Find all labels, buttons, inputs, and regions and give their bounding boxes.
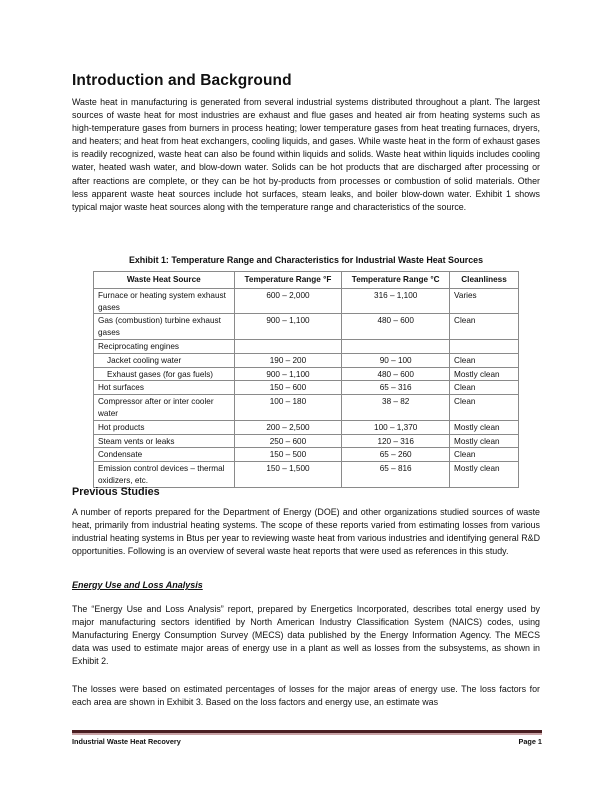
cell-temp-f: 200 – 2,500 <box>234 420 342 434</box>
previous-studies-heading: Previous Studies <box>72 486 160 498</box>
cell-cleanliness: Mostly clean <box>450 367 519 381</box>
energy-use-subheading: Energy Use and Loss Analysis <box>72 580 203 590</box>
cell-temp-c: 65 – 260 <box>342 448 450 462</box>
cell-cleanliness: Clean <box>450 353 519 367</box>
cell-temp-c: 480 – 600 <box>342 367 450 381</box>
previous-studies-paragraph: A number of reports prepared for the Department of Energy (DOE) and other organizations studied sources of waste heat, primarily from industrial heating systems. The scope of these reports varied from estimating losses from various industrial heating systems in Btus per year to reviewing waste heat from various industries and identifying general R&D opportunities. Following is an overview of several waste heat reports that were used as references in this study. <box>72 507 540 557</box>
cell-cleanliness: Mostly clean <box>450 420 519 434</box>
cell-source: Hot products <box>94 420 235 434</box>
table-row <box>94 420 519 434</box>
cell-temp-c: 316 – 1,100 <box>342 288 450 314</box>
cell-source: Jacket cooling water <box>94 353 235 367</box>
cell-temp-f: 600 – 2,000 <box>234 288 342 314</box>
cell-source: Condensate <box>94 448 235 462</box>
cell-temp-f: 150 – 600 <box>234 381 342 395</box>
cell-cleanliness <box>450 339 519 353</box>
cell-cleanliness: Varies <box>450 288 519 314</box>
cell-temp-f <box>234 339 342 353</box>
cell-source: Exhaust gases (for gas fuels) <box>94 367 235 381</box>
intro-paragraph: Waste heat in manufacturing is generated from several industrial systems distributed throughout a plant. The largest sources of waste heat for most industries are exhaust and flue gases and heated air from heating systems such as high-temperature gases from burners in process heating; lower temperature gases from heat treating furnaces, dryers, and heaters; and heat from heat exchangers, cooling liquids, and gases. While waste heat in the form of exhaust gases is readily recognized, waste heat can also be found within liquids and solids. Waste heat within liquids includes cooling water, heated wash water, and blow-down water. Solids can be hot products that are discharged after processing or after reactions are complete, or they can be hot by-products from processes or combustion of solid materials. Other less apparent waste heat sources include hot surfaces, steam leaks, and boiler blow-down water. Exhibit 1 shows typical major waste heat sources along with the temperature range and characteristics of the source. <box>72 97 540 212</box>
cell-temp-c: 120 – 316 <box>342 434 450 448</box>
cell-temp-c: 38 – 82 <box>342 395 450 421</box>
cell-temp-c <box>342 339 450 353</box>
cell-temp-c: 480 – 600 <box>342 314 450 340</box>
cell-source: Hot surfaces <box>94 381 235 395</box>
energy-paragraph-2: The losses were based on estimated percentages of losses for the major areas of energy use. The loss factors for each area are shown in Exhibit 3. Based on the loss factors and energy use, an estimate was <box>72 684 540 708</box>
header-temp-c: Temperature Range °C <box>342 272 450 289</box>
cell-temp-c: 65 – 816 <box>342 462 450 488</box>
energy-paragraph-1: The “Energy Use and Loss Analysis” report, prepared by Energetics Incorporated, describes total energy used by major manufacturing sectors identified by North American Industry Classification System (NAICS) codes, using Manufacturing Energy Consumption Survey (MECS) data published by the Energy Information Agency. The MECS data was used to estimate major areas of energy use in a plant as well as losses from the subsystems, as shown in Exhibit 2. <box>72 604 540 667</box>
header-cleanliness: Cleanliness <box>450 272 519 289</box>
cell-temp-f: 100 – 180 <box>234 395 342 421</box>
cell-temp-f: 150 – 1,500 <box>234 462 342 488</box>
footer-page-number: Page 1 <box>518 737 542 746</box>
cell-cleanliness: Clean <box>450 314 519 340</box>
cell-temp-f: 190 – 200 <box>234 353 342 367</box>
cell-temp-f: 900 – 1,100 <box>234 367 342 381</box>
footer-rule-accent <box>72 733 542 735</box>
table-row <box>94 339 519 353</box>
header-temp-f: Temperature Range °F <box>234 272 342 289</box>
table-row <box>94 288 519 314</box>
section-title: Introduction and Background <box>72 72 292 89</box>
waste-heat-table <box>93 271 519 488</box>
table-row <box>94 314 519 340</box>
cell-temp-c: 65 – 316 <box>342 381 450 395</box>
cell-cleanliness: Mostly clean <box>450 434 519 448</box>
cell-temp-c: 100 – 1,370 <box>342 420 450 434</box>
cell-temp-f: 250 – 600 <box>234 434 342 448</box>
table-row <box>94 381 519 395</box>
cell-temp-c: 90 – 100 <box>342 353 450 367</box>
exhibit-caption: Exhibit 1: Temperature Range and Characteristics for Industrial Waste Heat Sources <box>128 255 484 265</box>
cell-cleanliness: Clean <box>450 448 519 462</box>
cell-source: Reciprocating engines <box>94 339 235 353</box>
cell-cleanliness: Clean <box>450 395 519 421</box>
header-source: Waste Heat Source <box>94 272 235 289</box>
cell-temp-f: 900 – 1,100 <box>234 314 342 340</box>
table-row <box>94 395 519 421</box>
cell-source: Emission control devices – thermal oxidizers, etc. <box>94 462 235 488</box>
cell-source: Gas (combustion) turbine exhaust gases <box>94 314 235 340</box>
cell-source: Compressor after or inter cooler water <box>94 395 235 421</box>
table-row <box>94 434 519 448</box>
table-row <box>94 448 519 462</box>
table-header-row <box>94 272 519 289</box>
cell-source: Furnace or heating system exhaust gases <box>94 288 235 314</box>
cell-temp-f: 150 – 500 <box>234 448 342 462</box>
table-row <box>94 353 519 367</box>
table-row <box>94 367 519 381</box>
cell-cleanliness: Clean <box>450 381 519 395</box>
cell-cleanliness: Mostly clean <box>450 462 519 488</box>
table-row <box>94 462 519 488</box>
footer-doc-title: Industrial Waste Heat Recovery <box>72 737 181 746</box>
cell-source: Steam vents or leaks <box>94 434 235 448</box>
